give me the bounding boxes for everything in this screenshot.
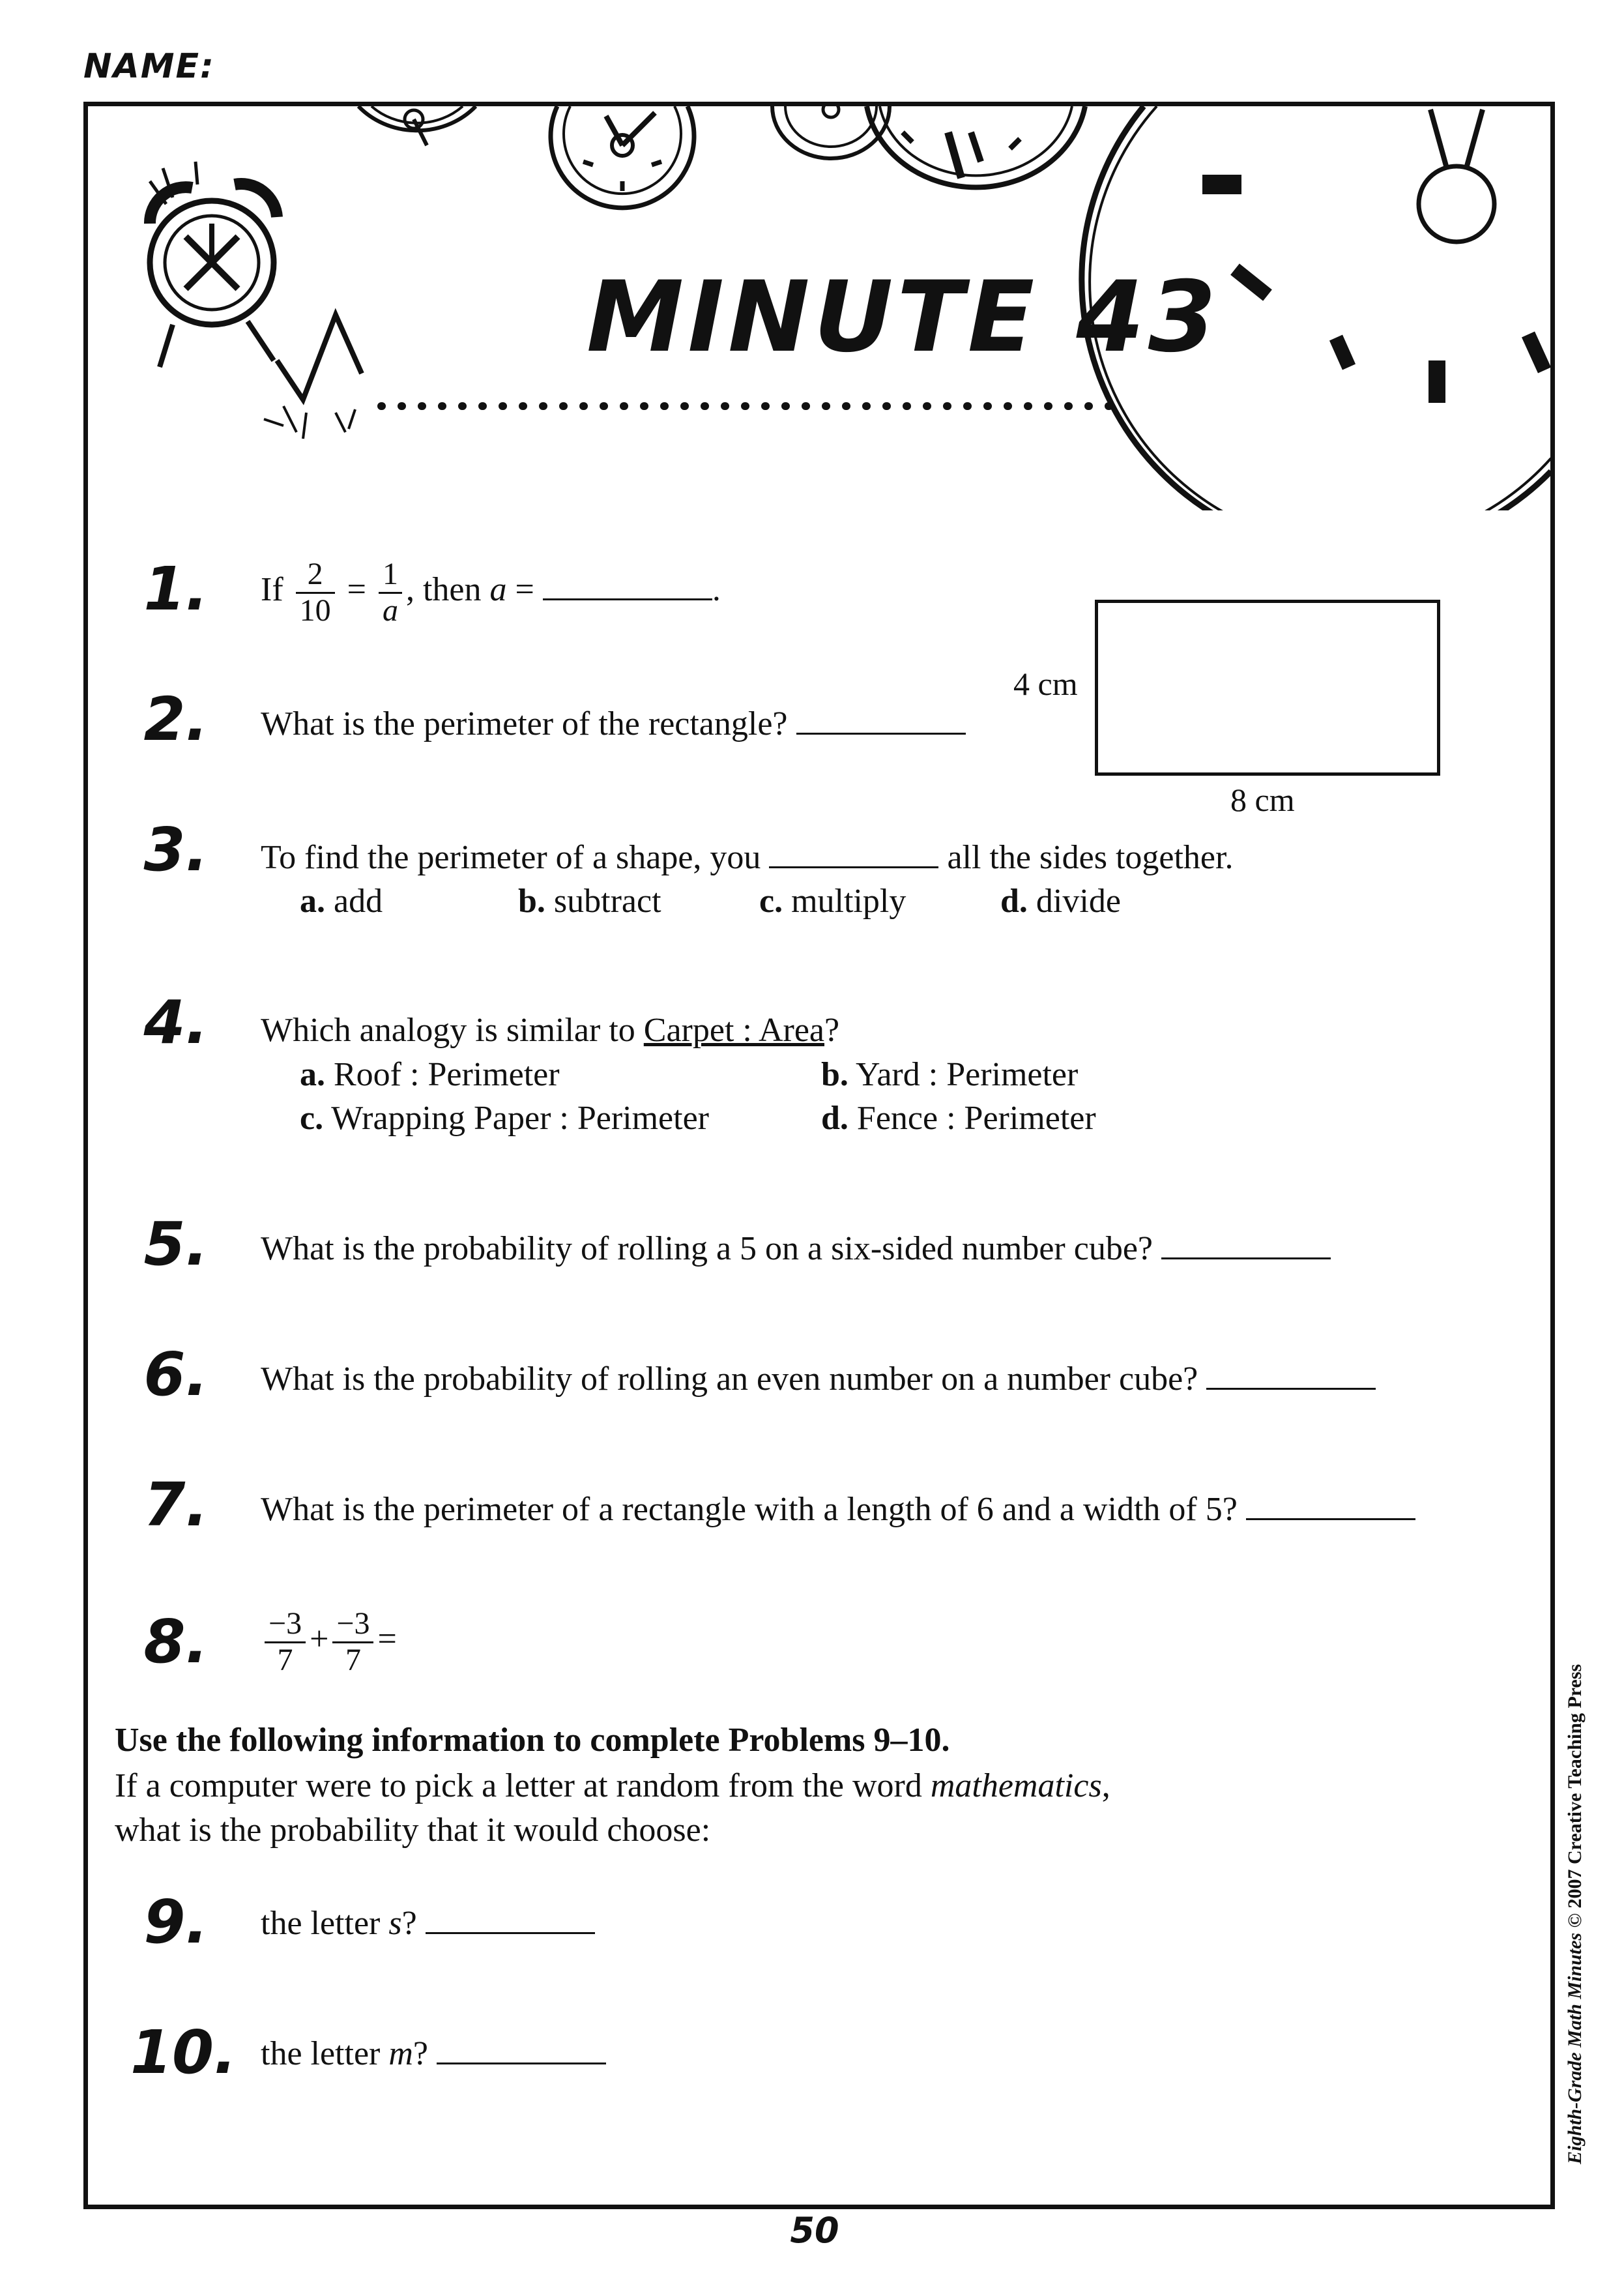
question-2: What is the perimeter of the rectangle?	[261, 704, 966, 744]
copyright-credit: Eighth-Grade Math Minutes © 2007 Creative Teaching Press	[1564, 1664, 1586, 2164]
q1-pre: If	[261, 571, 283, 609]
answer-blank[interactable]	[543, 572, 712, 600]
option-a[interactable]: a. Roof : Perimeter	[300, 1056, 560, 1093]
page-number: 50	[790, 2210, 839, 2251]
option-c[interactable]: c. multiply	[759, 883, 906, 920]
rectangle-figure	[1095, 600, 1440, 776]
option-b[interactable]: b. Yard : Perimeter	[821, 1056, 1079, 1093]
question-10: the letter m?	[261, 2034, 606, 2074]
alarm-clock-icon	[150, 162, 362, 439]
fraction: $\frac{2}{10}$	[296, 557, 335, 628]
question-1: If $\frac{2}{10}$ = $\frac{1}{a}$ , then a = .	[261, 557, 721, 628]
question-number: 1.	[143, 554, 209, 624]
question-7: What is the perimeter of a rectangle with a length of 6 and a width of 5?	[261, 1490, 1415, 1530]
rectangle-width-label: 8 cm	[1230, 782, 1295, 818]
info-text: If a computer were to pick a letter at random from the word mathematics,	[115, 1767, 1110, 1804]
wall-clock-icon	[551, 106, 694, 208]
option-d[interactable]: d. Fence : Perimeter	[821, 1100, 1096, 1137]
question-number: 3.	[143, 815, 209, 885]
option-b[interactable]: b. subtract	[518, 883, 661, 920]
info-text: what is the probability that it would choose:	[115, 1812, 711, 1849]
small-clock-icon	[772, 106, 890, 158]
question-9: the letter s?	[261, 1903, 595, 1944]
answer-blank[interactable]	[1246, 1492, 1415, 1520]
question-number: 10.	[130, 2018, 237, 2087]
answer-blank[interactable]	[769, 840, 938, 868]
question-number: 8.	[143, 1607, 209, 1677]
answer-blank[interactable]	[796, 707, 966, 735]
small-clock-icon	[358, 106, 476, 145]
question-number: 5.	[143, 1209, 209, 1279]
option-d[interactable]: d. divide	[1000, 883, 1121, 920]
answer-blank[interactable]	[426, 1906, 595, 1934]
answer-blank[interactable]	[437, 2036, 606, 2064]
question-8: $\frac{-3}{7}$ + $\frac{-3}{7}$ =	[261, 1607, 397, 1678]
answer-blank[interactable]	[1206, 1362, 1376, 1390]
question-number: 6.	[143, 1340, 209, 1409]
fraction: $\frac{1}{a}$	[379, 557, 402, 628]
analogy-term: Carpet : Area	[643, 1012, 824, 1049]
info-heading: Use the following information to complete Problems 9–10.	[115, 1722, 950, 1759]
fraction: $\frac{-3}{7}$	[332, 1607, 373, 1678]
answer-blank[interactable]	[1161, 1231, 1331, 1259]
question-number: 2.	[143, 684, 209, 754]
question-number: 4.	[143, 988, 209, 1057]
rectangle-height-label: 4 cm	[1013, 666, 1078, 702]
question-3: To find the perimeter of a shape, you all the sides together.	[261, 839, 1234, 876]
question-6: What is the probability of rolling an even number on a number cube?	[261, 1359, 1376, 1400]
name-label: NAME:	[83, 47, 215, 86]
large-clock-icon	[867, 106, 1085, 187]
option-a[interactable]: a. add	[300, 883, 383, 920]
page-title: MINUTE 43	[587, 261, 1221, 374]
equals: =	[347, 571, 366, 609]
question-number: 7.	[143, 1470, 209, 1540]
option-c[interactable]: c. Wrapping Paper : Perimeter	[300, 1100, 709, 1137]
question-4: Which analogy is similar to Carpet : Area?	[261, 1012, 840, 1049]
question-number: 9.	[143, 1887, 209, 1957]
fraction: $\frac{-3}{7}$	[265, 1607, 306, 1678]
question-5: What is the probability of rolling a 5 on a six-sided number cube?	[261, 1229, 1331, 1269]
